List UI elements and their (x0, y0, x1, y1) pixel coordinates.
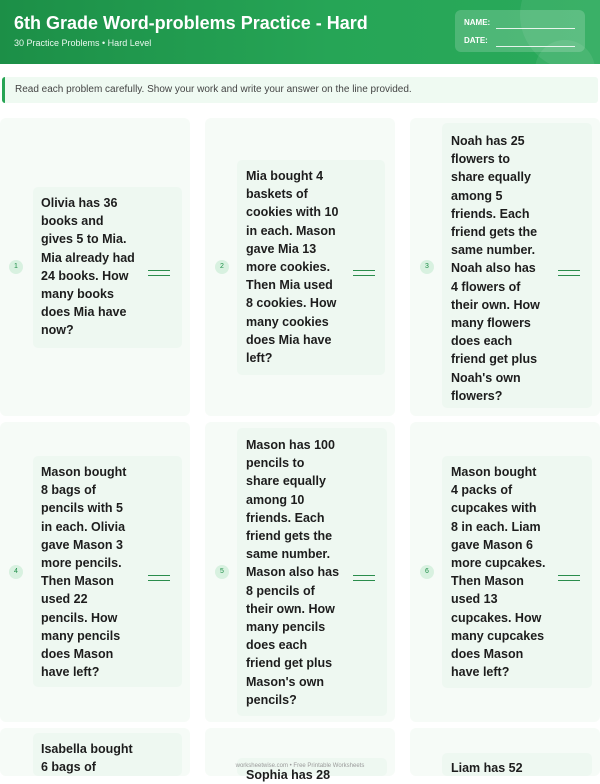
problem-number-badge: 5 (215, 565, 229, 579)
problem-card (410, 118, 600, 416)
date-line (496, 46, 575, 47)
answer-line[interactable] (558, 575, 580, 581)
problem-text: Mason bought 4 packs of cupcakes with 8 in each. Liam gave Mason 6 more cupcakes. Then Mason used 13 cupcakes. How many cupcakes does Mason have left? (451, 465, 546, 680)
problem-number-badge: 3 (420, 260, 434, 274)
name-line (496, 28, 575, 29)
problem-text-box (33, 733, 182, 776)
name-field[interactable] (464, 17, 580, 29)
problem-text: Olivia has 36 books and gives 5 to Mia. Mia already had 24 books. How many books does Mia have now? (41, 196, 135, 338)
problem-card (0, 118, 190, 416)
problem-text-box (33, 456, 182, 687)
answer-line[interactable] (558, 270, 580, 276)
page-title: 6th Grade Word-problems Practice - Hard (14, 13, 368, 33)
problem-text: Liam has 52 (451, 761, 523, 775)
problem-text-box (442, 123, 592, 408)
problem-text-box (237, 428, 387, 716)
problem-card (205, 118, 395, 416)
name-label: NAME: (464, 18, 491, 27)
header-banner (0, 0, 600, 64)
answer-line[interactable] (148, 575, 170, 581)
problem-text: Noah has 25 flowers to share equally among 5 friends. Each friend gets the same number. Noah also has 4 flowers of their own. How many flowers does each friend get plus Noah's own flowers? (451, 134, 540, 403)
date-field[interactable] (464, 35, 580, 47)
problem-text: Mason has 100 pencils to share equally among 10 friends. Each friend gets the same number. Mason also has 8 pencils of their own. How many pencils does each friend get plus Mason's own pencils? (246, 438, 340, 707)
problem-text: Mason bought 8 bags of pencils with 5 in each. Olivia gave Mason 3 more pencils. Then Mason used 22 pencils. How many pencils does Mason have left? (41, 465, 127, 680)
problem-text: Mia bought 4 baskets of cookies with 10 in each. Mason gave Mia 13 more cookies. Then Mia used 8 cookies. How many cookies does Mia have left? (246, 169, 339, 366)
problem-number-badge: 2 (215, 260, 229, 274)
problem-text-box (33, 187, 182, 348)
page-subtitle: 30 Practice Problems • Hard Level (14, 38, 152, 48)
problem-card (0, 422, 190, 722)
instructions-banner (2, 77, 598, 103)
answer-line[interactable] (148, 270, 170, 276)
problem-text: Sophia has 28 (246, 768, 331, 782)
answer-line[interactable] (353, 575, 375, 581)
problem-text-box (237, 160, 385, 375)
problem-text: Isabella bought 6 bags of (41, 742, 133, 775)
footer-text: worksheetwise.com • Free Printable Worksheets (235, 763, 365, 769)
problem-number-badge: 1 (9, 260, 23, 274)
date-label: DATE: (464, 36, 488, 45)
name-date-box (455, 10, 585, 52)
problem-number-badge: 4 (9, 565, 23, 579)
answer-line[interactable] (353, 270, 375, 276)
problem-card (205, 422, 395, 722)
problem-card (410, 422, 600, 722)
problem-text-box (442, 456, 592, 688)
problem-number-badge: 6 (420, 565, 434, 579)
instructions-text: Read each problem carefully. Show your work and write your answer on the line provided. (15, 84, 412, 95)
